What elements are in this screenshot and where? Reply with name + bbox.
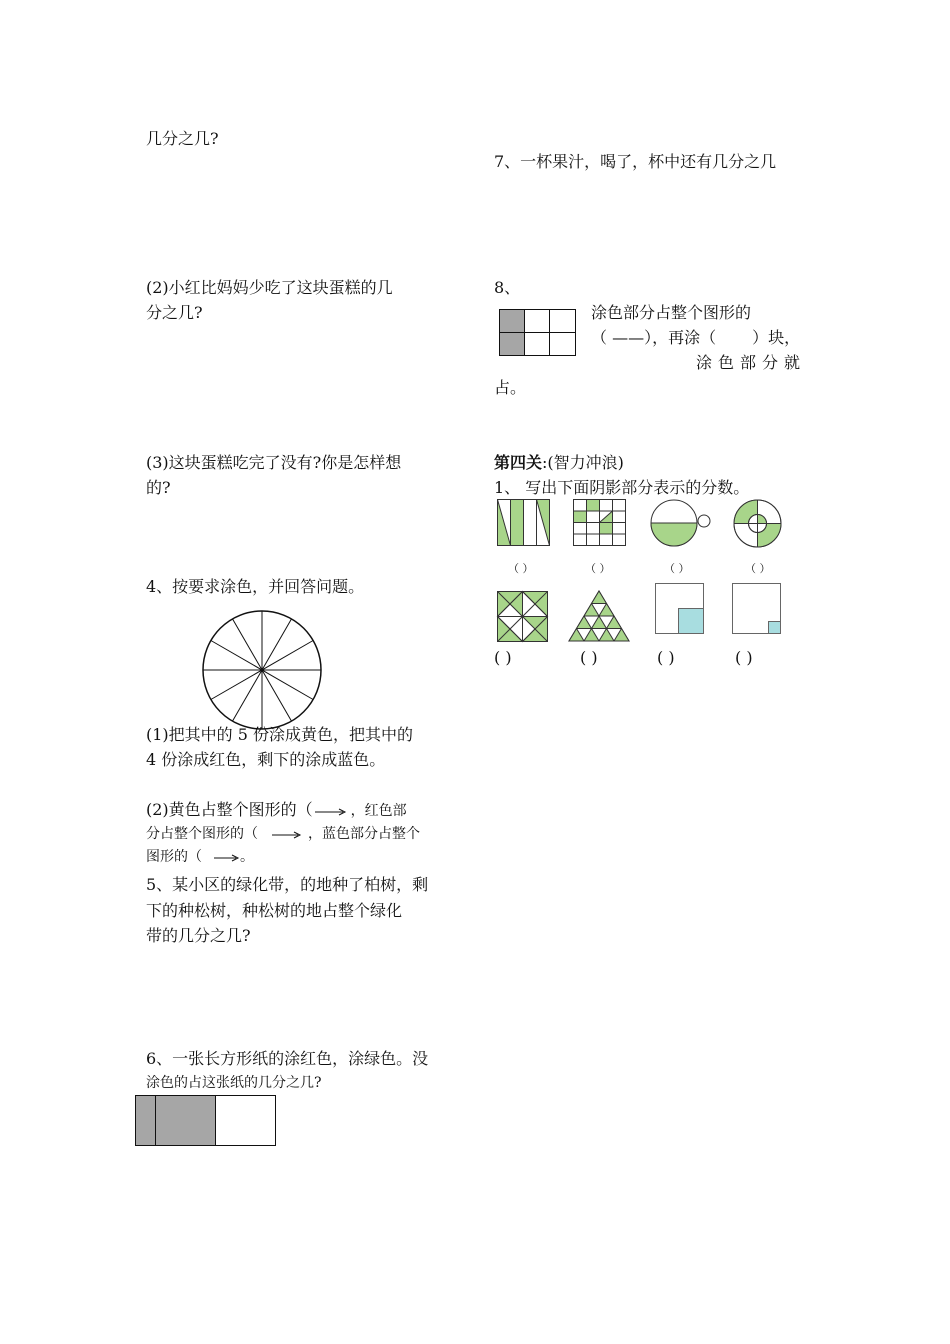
answer-paren[interactable]: ( ) bbox=[580, 648, 598, 667]
q5-line1: 5、某小区的绿化带，的地种了柏树，剩 bbox=[146, 875, 429, 894]
answer-paren[interactable]: ( ) bbox=[494, 648, 512, 667]
q5-line3: 带的几分之几? bbox=[146, 926, 251, 945]
q4-2-a: (2)黄色占整个图形的（ bbox=[146, 800, 313, 819]
q8-line2-a: （ ——），再涂（ bbox=[591, 328, 717, 347]
q4-2-e: 图形的（ bbox=[146, 849, 202, 865]
q5-line2: 下的种松树，种松树的地占整个绿化 bbox=[146, 901, 403, 920]
answer-paren[interactable]: （ ） bbox=[585, 562, 611, 575]
q8-line1: 涂色部分占整个图形的 bbox=[591, 303, 752, 322]
q3-3-line2: 的? bbox=[146, 478, 171, 497]
q8-line2-b: ）块， bbox=[752, 328, 801, 347]
q8-line2 bbox=[591, 325, 800, 350]
q4-2-f: 。 bbox=[240, 849, 254, 865]
circle-12-parts-figure bbox=[201, 609, 323, 731]
answer-blank[interactable] bbox=[258, 823, 308, 845]
q4-2-b: ，红色部 bbox=[350, 803, 407, 819]
answer-blank[interactable] bbox=[202, 846, 240, 868]
q8-number: 8、 bbox=[494, 278, 521, 297]
answer-paren[interactable]: ( ) bbox=[735, 648, 753, 667]
fig-square-diamond bbox=[497, 591, 549, 643]
fig-grid-squares bbox=[573, 499, 627, 547]
fig-half-circle bbox=[650, 499, 714, 549]
q4-2-c: 分占整个图形的（ bbox=[146, 826, 258, 842]
answer-blank[interactable] bbox=[313, 797, 351, 822]
q6-line2: 涂色的占这张纸的几分之几? bbox=[146, 1075, 322, 1091]
q3-3-line1: (3)这块蛋糕吃完了没有?你是怎样想 bbox=[146, 453, 402, 472]
q8-line4: 占。 bbox=[494, 378, 527, 397]
q4-title: 4、按要求涂色，并回答问题。 bbox=[146, 577, 365, 596]
q3-2-line1: (2)小红比妈妈少吃了这块蛋糕的几 bbox=[146, 278, 393, 297]
q4-2-line2 bbox=[146, 823, 420, 845]
q4-2-line1 bbox=[146, 797, 407, 822]
fig-rect-triangles bbox=[497, 499, 551, 547]
answer-paren[interactable]: （ ） bbox=[664, 562, 690, 575]
q8-line3: 涂色部分就 bbox=[696, 353, 807, 372]
paper-rectangle-figure bbox=[135, 1095, 278, 1147]
fig-ring-circle bbox=[733, 499, 783, 549]
fig-square-teal-large bbox=[655, 583, 705, 635]
answer-paren[interactable]: （ ） bbox=[508, 562, 534, 575]
level4-subtitle: :(智力冲浪) bbox=[542, 453, 624, 472]
q6-line1: 6、一张长方形纸的涂红色，涂绿色。没 bbox=[146, 1049, 429, 1068]
answer-paren[interactable]: （ ） bbox=[745, 562, 771, 575]
q7-text: 7、一杯果汁，喝了，杯中还有几分之几 bbox=[494, 152, 777, 171]
q4-1-line1: (1)把其中的 5 份涂成黄色，把其中的 bbox=[146, 725, 414, 744]
l4-q1-text: 1、 写出下面阴影部分表示的分数。 bbox=[494, 478, 750, 497]
q4-2-line3 bbox=[146, 846, 254, 868]
fig-square-teal-small bbox=[732, 583, 782, 635]
answer-paren[interactable]: ( ) bbox=[657, 648, 675, 667]
level4-heading bbox=[494, 450, 624, 475]
q3-2-line2: 分之几? bbox=[146, 303, 203, 322]
q4-2-d: ，蓝色部分占整个 bbox=[308, 826, 420, 842]
q4-1-line2: 4 份涂成红色，剩下的涂成蓝色。 bbox=[146, 750, 386, 769]
q8-grid-figure bbox=[499, 309, 579, 357]
q3-tail-text: 几分之几? bbox=[146, 129, 219, 148]
level4-title: 第四关 bbox=[494, 453, 543, 472]
fig-triangle bbox=[568, 590, 630, 642]
